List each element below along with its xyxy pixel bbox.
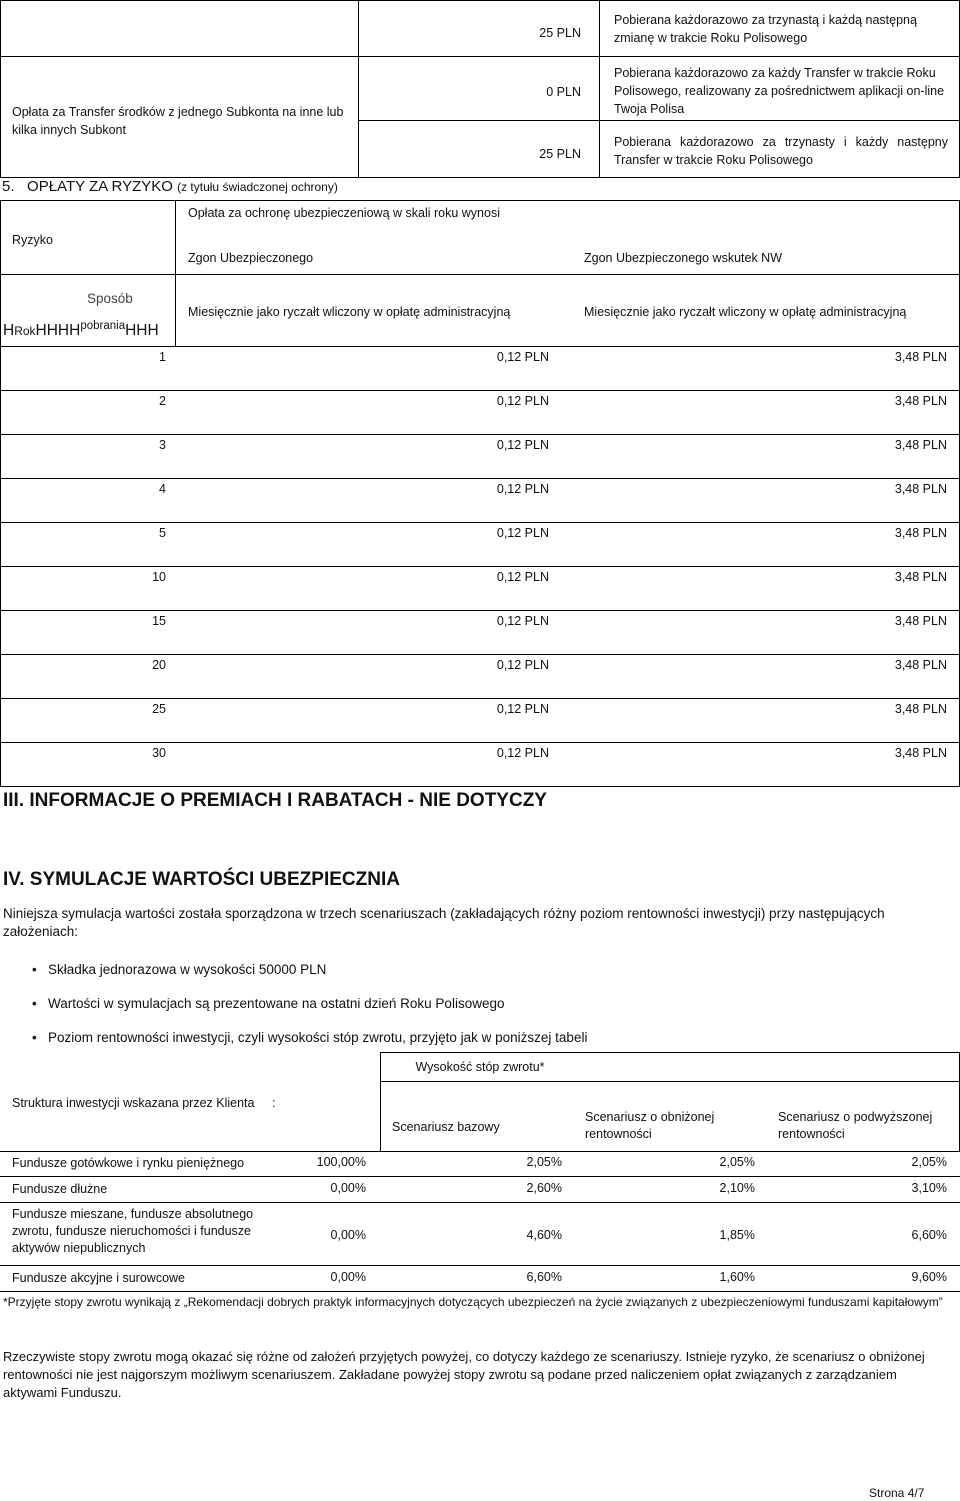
section-3-title: III. INFORMACJE O PREMIACH I RABATACH - NIE DOTYCZY bbox=[3, 790, 547, 811]
risk-fee-value: 0,12 PLN bbox=[496, 394, 549, 408]
risk-fee-value: 0,12 PLN bbox=[496, 570, 549, 584]
policy-year: 30 bbox=[152, 746, 166, 760]
risk-fee-value: 3,48 PLN bbox=[894, 702, 947, 716]
structure-label: Struktura inwestycji wskazana przez Klienta bbox=[12, 1096, 255, 1110]
return-rate: 2,05% bbox=[911, 1155, 947, 1169]
scenario-header: Scenariusz o podwyższonej rentowności bbox=[778, 1110, 933, 1141]
assumption-item: • Składka jednorazowa w wysokości 50000 PLN bbox=[48, 962, 326, 977]
risk-fee-value: 0,12 PLN bbox=[496, 438, 549, 452]
footnote: *Przyjęte stopy zwrotu wynikają z „Rekomendacji dobrych praktyk informacyjnych dotyczących ubezpieczeń na życie związanych z ubezpieczeniowymi funduszami kapitałowym” bbox=[3, 1295, 943, 1309]
allocation-share: 0,00% bbox=[330, 1270, 366, 1284]
return-rate: 2,05% bbox=[719, 1155, 755, 1169]
risk-fee-value: 3,48 PLN bbox=[894, 350, 947, 364]
policy-year: 2 bbox=[159, 394, 166, 408]
fee-amount: 25 PLN bbox=[539, 147, 581, 161]
assumption-item: • Wartości w symulacjach są prezentowane na ostatni dzień Roku Polisowego bbox=[48, 996, 504, 1011]
risk-fee-value: 0,12 PLN bbox=[496, 526, 549, 540]
assumption-item: • Poziom rentowności inwestycji, czyli wysokości stóp zwrotu, przyjęto jak w poniższej tabeli bbox=[48, 1030, 587, 1045]
section-5-title: 5. OPŁATY ZA RYZYKO (z tytułu świadczonej ochrony) bbox=[2, 178, 338, 195]
fee-description: Pobierana każdorazowo za trzynasty i każdy następny Transfer w trakcie Roku Polisowego bbox=[614, 135, 948, 167]
risk-fee-value: 0,12 PLN bbox=[496, 350, 549, 364]
method-label: Sposób bbox=[87, 291, 133, 306]
risk-fee-value: 3,48 PLN bbox=[894, 526, 947, 540]
scenario-header: Scenariusz bazowy bbox=[392, 1120, 500, 1134]
method-label-overlap: HRokHHHH$^{pobrania}$HHH bbox=[3, 320, 159, 340]
risk-fee-value: 3,48 PLN bbox=[894, 394, 947, 408]
column-header: Zgon Ubezpieczonego bbox=[188, 251, 314, 265]
risk-fee-value: 3,48 PLN bbox=[894, 614, 947, 628]
risk-fee-value: 0,12 PLN bbox=[496, 614, 549, 628]
policy-year: 5 bbox=[159, 526, 166, 540]
risk-fee-value: 3,48 PLN bbox=[894, 570, 947, 584]
return-rate: 1,60% bbox=[719, 1270, 755, 1284]
fee-header: Opłata za ochronę ubezpieczeniową w skali roku wynosi bbox=[188, 206, 500, 220]
risk-fee-value: 0,12 PLN bbox=[496, 482, 549, 496]
simulation-intro: Niniejsza symulacja wartości została sporządzona w trzech scenariuszach (zakładających różny poziom rentowności inwestycji) przy następujących założeniach: bbox=[3, 906, 885, 939]
return-rate: 1,85% bbox=[719, 1228, 755, 1242]
policy-year: 10 bbox=[152, 570, 166, 584]
allocation-share: 0,00% bbox=[330, 1181, 366, 1195]
return-rate: 2,05% bbox=[526, 1155, 562, 1169]
payment-method: Miesięcznie jako ryczałt wliczony w opłatę administracyjną bbox=[188, 305, 511, 319]
return-rate: 9,60% bbox=[911, 1270, 947, 1284]
policy-year: 25 bbox=[152, 702, 166, 716]
fee-amount: 0 PLN bbox=[546, 85, 581, 99]
fee-description: Pobierana każdorazowo za każdy Transfer w trakcie Roku Polisowego, realizowany za pośrednictwem aplikacji on-line Twoja Polisa bbox=[614, 66, 945, 116]
risk-fee-value: 3,48 PLN bbox=[894, 658, 947, 672]
policy-year: 1 bbox=[159, 350, 166, 364]
transfer-fee-label: Opłata za Transfer środków z jednego Subkonta na inne lub kilka innych Subkont bbox=[12, 105, 344, 137]
return-rate: 2,10% bbox=[719, 1181, 755, 1195]
fund-type: Fundusze akcyjne i surowcowe bbox=[12, 1271, 185, 1285]
fund-type: Fundusze mieszane, fundusze absolutnego zwrotu, fundusze nieruchomości i fundusze aktywów niepublicznych bbox=[12, 1207, 254, 1255]
return-rate: 6,60% bbox=[526, 1270, 562, 1284]
risk-fee-value: 0,12 PLN bbox=[496, 702, 549, 716]
closing-paragraph: Rzeczywiste stopy zwrotu mogą okazać się różne od założeń przyjętych powyżej, co dotyczy każdego ze scenariuszy. Istnieje ryzyko, że scenariusz o obniżonej rentowności nie jest najgorszym możliwym scenariuszem. Zakładane powyżej stopy zwrotu są podane przed naliczeniem opłat związanych z zarządzaniem aktywami Funduszu. bbox=[3, 1349, 925, 1400]
return-rate: 4,60% bbox=[526, 1228, 562, 1242]
risk-fee-value: 3,48 PLN bbox=[894, 482, 947, 496]
fee-amount: 25 PLN bbox=[539, 26, 581, 40]
policy-year: 15 bbox=[152, 614, 166, 628]
section-4-title: IV. SYMULACJE WARTOŚCI UBEZPIECZNIA bbox=[3, 869, 400, 890]
column-header: Zgon Ubezpieczonego wskutek NW bbox=[584, 251, 783, 265]
fund-type: Fundusze gotówkowe i rynku pieniężnego bbox=[12, 1156, 245, 1170]
scenario-header: Scenariusz o obniżonej rentowności bbox=[585, 1110, 715, 1141]
risk-fee-value: 0,12 PLN bbox=[496, 746, 549, 760]
policy-year: 3 bbox=[159, 438, 166, 452]
fund-type: Fundusze dłużne bbox=[12, 1182, 108, 1196]
risk-fee-value: 3,48 PLN bbox=[894, 438, 947, 452]
risk-fee-value: 3,48 PLN bbox=[894, 746, 947, 760]
policy-year: 4 bbox=[159, 482, 166, 496]
fee-description: Pobierana każdorazowo za trzynastą i każdą następną zmianę w trakcie Roku Polisowego bbox=[614, 13, 917, 45]
rate-header: Wysokość stóp zwrotu* bbox=[415, 1060, 545, 1074]
allocation-share: 100,00% bbox=[316, 1155, 366, 1169]
payment-method: Miesięcznie jako ryczałt wliczony w opłatę administracyjną bbox=[584, 305, 907, 319]
risk-label: Ryzyko bbox=[12, 233, 53, 247]
page-number: Strona 4/7 bbox=[869, 1486, 925, 1500]
allocation-share: 0,00% bbox=[330, 1228, 366, 1242]
risk-fee-value: 0,12 PLN bbox=[496, 658, 549, 672]
policy-year: 20 bbox=[152, 658, 166, 672]
return-rate: 2,60% bbox=[526, 1181, 562, 1195]
return-rate: 3,10% bbox=[911, 1181, 947, 1195]
return-rate: 6,60% bbox=[911, 1228, 947, 1242]
